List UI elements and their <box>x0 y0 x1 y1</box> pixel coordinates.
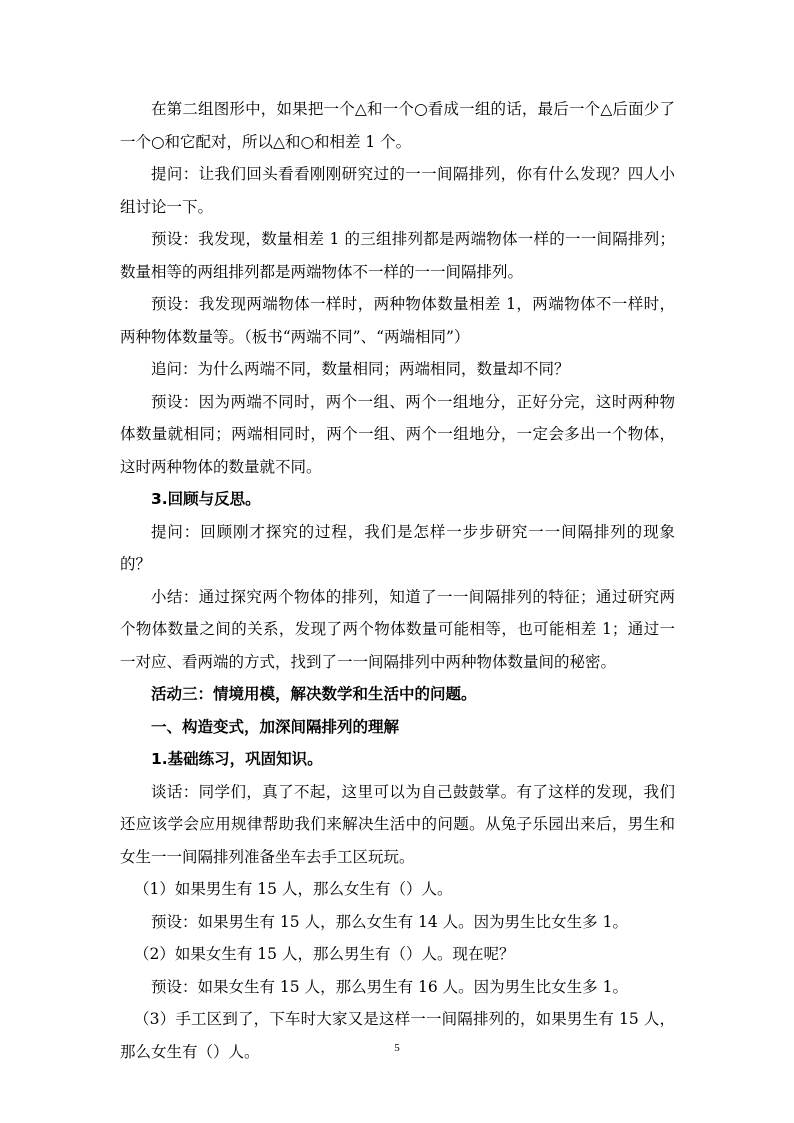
subsection-heading: 一、构造变式，加深间隔排列的理解 <box>151 717 400 736</box>
paragraph-4: 预设：我发现两端物体一样时，两种物体数量相差 1，两端物体不一样时，两种物体数量等。（板书“两端不同”、“两端相同”） <box>120 295 675 346</box>
paragraph-2: 提问：让我们回头看看刚刚研究过的一一间隔排列，你有什么发现？四人小组讨论一下。 <box>120 165 675 216</box>
question-3: （3）手工区到了，下车时大家又是这样一一间隔排列的，如果男生有 15 人，那么女生有（）人。 <box>120 1010 675 1061</box>
section-heading-review: 3.回顾与反思。 <box>151 490 261 508</box>
answer-2: 预设：如果女生有 15 人，那么男生有 16 人。因为男生比女生多 1。 <box>151 977 628 996</box>
paragraph-talk: 谈话：同学们，真了不起，这里可以为自己鼓鼓掌。有了这样的发现，我们还应该学会应用规律帮助我们来解决生活中的问题。从兔子乐园出来后，男生和女生一一间隔排列准备坐车去手工区玩玩。 <box>120 782 675 866</box>
paragraph-7: 提问：回顾刚才探究的过程，我们是怎样一步步研究一一间隔排列的现象的？ <box>120 522 675 573</box>
paragraph-1: 在第二组图形中，如果把一个△和一个○看成一组的话，最后一个△后面少了一个○和它配对，所以△和○和相差 1 个。 <box>120 100 675 151</box>
paragraph-6: 预设：因为两端不同时，两个一组、两个一组地分，正好分完，这时两种物体数量就相同；两端相同时，两个一组、两个一组地分，一定会多出一个物体，这时两种物体的数量就不同。 <box>120 392 675 476</box>
paragraph-5: 追问：为什么两端不同，数量相同；两端相同，数量却不同？ <box>151 360 570 378</box>
exercise-heading: 1.基础练习，巩固知识。 <box>151 750 323 768</box>
paragraph-summary: 小结：通过探究两个物体的排列，知道了一一间隔排列的特征；通过研究两个物体数量之间的关系，发现了两个物体数量可能相等，也可能相差 1；通过一一对应、看两端的方式，找到了一一间隔排列中两种物体数量间的秘密。 <box>120 587 675 671</box>
page-body <box>120 93 675 1068</box>
answer-1: 预设：如果男生有 15 人，那么女生有 14 人。因为男生比女生多 1。 <box>151 912 628 931</box>
question-2: （2）如果女生有 15 人，那么男生有（）人。现在呢？ <box>134 945 515 963</box>
paragraph-3: 预设：我发现，数量相差 1 的三组排列都是两端物体一样的一一间隔排列；数量相等的两组排列都是两端物体不一样的一一间隔排列。 <box>120 230 675 281</box>
activity-heading: 活动三：情境用模，解决数学和生活中的问题。 <box>151 685 477 703</box>
question-1: （1）如果男生有 15 人，那么女生有（）人。 <box>134 880 453 898</box>
page-number: 5 <box>394 1042 400 1054</box>
